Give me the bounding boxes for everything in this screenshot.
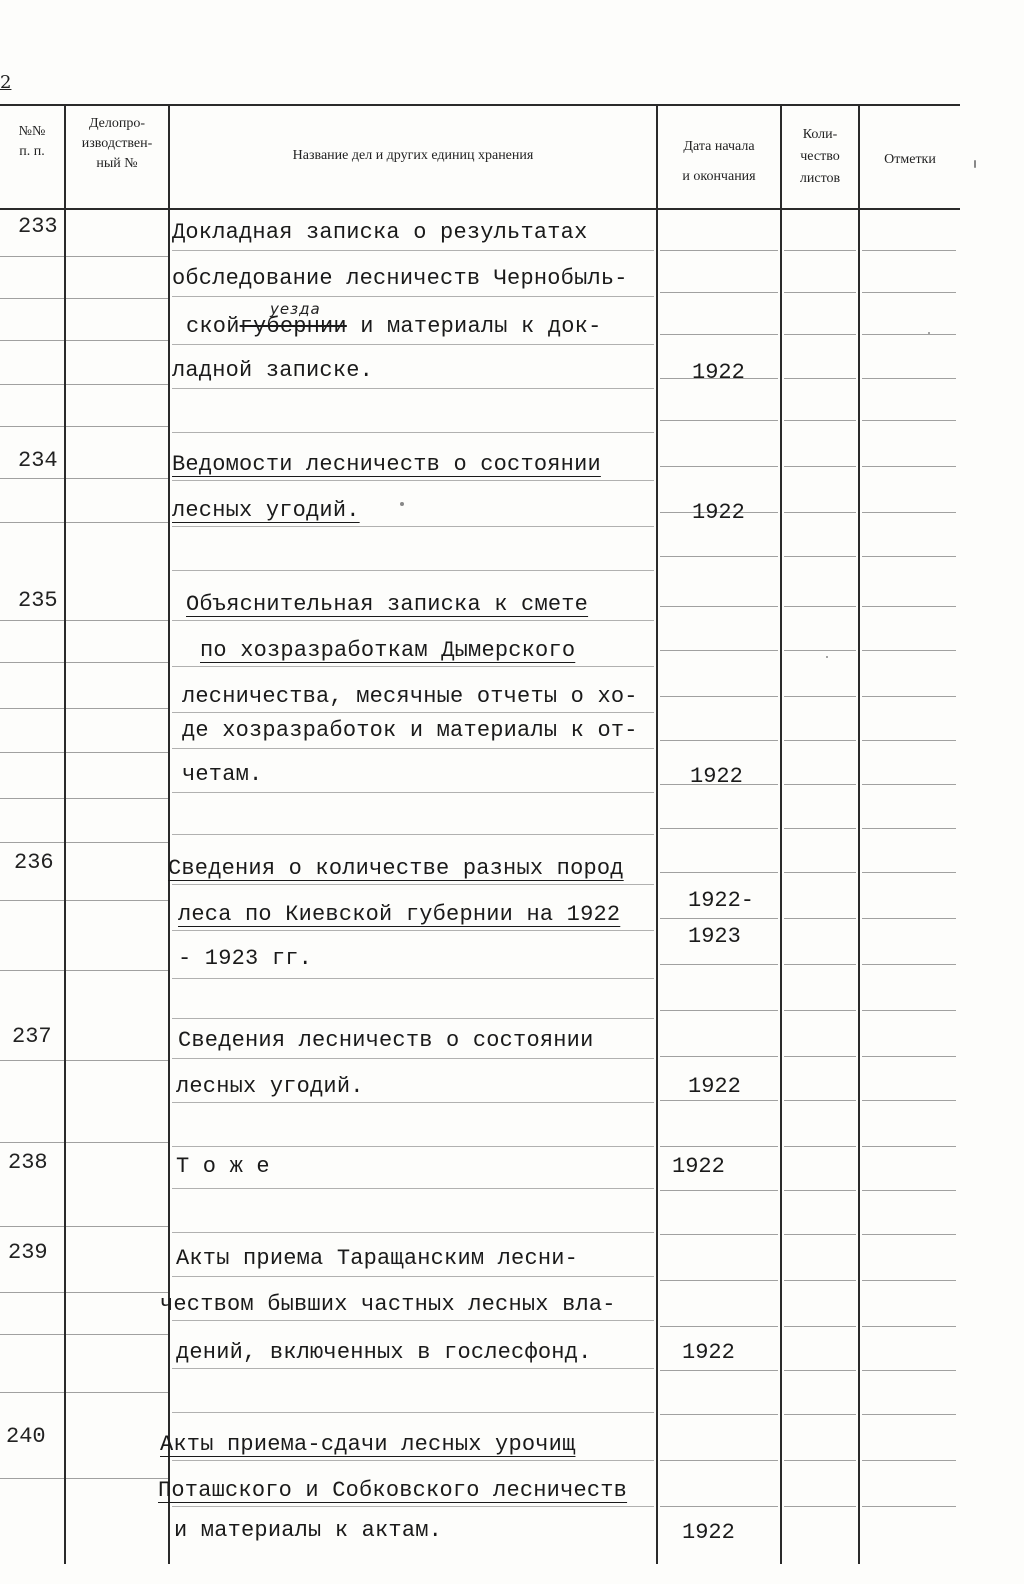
record-title-line: по хозразработкам Дымерского xyxy=(200,638,576,663)
ruled-line xyxy=(784,334,856,335)
ruled-line xyxy=(0,426,64,427)
ruled-line xyxy=(172,1320,654,1321)
ruled-line xyxy=(660,250,778,251)
ruled-line xyxy=(0,970,64,971)
record-title-line: Докладная записка о результатах xyxy=(172,220,588,245)
record-number: 235 xyxy=(18,588,58,613)
header-sheets: Коли- чество листов xyxy=(799,127,841,186)
ruled-line xyxy=(172,1232,654,1233)
ruled-line xyxy=(660,606,778,607)
column-divider xyxy=(780,104,782,1564)
ruled-line xyxy=(66,478,168,479)
record-date: 1922 xyxy=(688,1074,741,1099)
ruled-line xyxy=(784,1370,856,1371)
ruled-line xyxy=(660,292,778,293)
ruled-line xyxy=(862,1100,956,1101)
ruled-line xyxy=(172,792,654,793)
ruled-line xyxy=(0,478,64,479)
header-title: Название дел и других единиц хранения xyxy=(292,148,534,163)
ruled-line xyxy=(0,798,64,799)
ruled-line xyxy=(172,526,654,527)
record-number: 233 xyxy=(18,214,58,239)
record-title-line: и материалы к актам. xyxy=(174,1518,443,1543)
ruled-line xyxy=(862,378,956,379)
ruled-line xyxy=(784,250,856,251)
ruled-line xyxy=(0,1226,64,1227)
ruled-line xyxy=(66,298,168,299)
ruled-line xyxy=(172,570,654,571)
record-date: 1922 xyxy=(672,1154,725,1179)
ruled-line xyxy=(862,420,956,421)
table-top-rule xyxy=(0,104,960,106)
ruled-line xyxy=(784,828,856,829)
ruled-line xyxy=(862,1460,956,1461)
record-title-line: Объяснительная записка к смете xyxy=(186,592,589,617)
ruled-line xyxy=(862,650,956,651)
handwritten-correction: уезда xyxy=(270,300,321,318)
ruled-line xyxy=(784,784,856,785)
ruled-line xyxy=(862,556,956,557)
ruled-line xyxy=(172,480,654,481)
ruled-line xyxy=(660,964,778,965)
record-title-line: де хозразработок и материалы к от- xyxy=(182,718,638,743)
ruled-line xyxy=(660,1146,778,1147)
ruled-line xyxy=(0,1292,64,1293)
ruled-line xyxy=(862,872,956,873)
ruled-line xyxy=(784,466,856,467)
struck-word: губернии xyxy=(239,314,347,339)
ruled-line xyxy=(784,1460,856,1461)
ruled-line xyxy=(172,250,654,251)
record-title-line: леса по Киевской губернии на 1922 xyxy=(178,902,621,927)
record-title-line: Сведения лесничеств о состоянии xyxy=(178,1028,594,1053)
ruled-line xyxy=(784,918,856,919)
ruled-line xyxy=(784,1280,856,1281)
column-divider xyxy=(858,104,860,1564)
ruled-line xyxy=(862,250,956,251)
ruled-line xyxy=(66,1142,168,1143)
ruled-line xyxy=(66,708,168,709)
ruled-line xyxy=(660,1414,778,1415)
ruled-line xyxy=(172,344,654,345)
ruled-line xyxy=(66,384,168,385)
ruled-line xyxy=(0,298,64,299)
ruled-line xyxy=(0,340,64,341)
ruled-line xyxy=(172,884,654,885)
ruled-line xyxy=(172,666,654,667)
page-number: 2 xyxy=(0,72,12,93)
ruled-line xyxy=(0,708,64,709)
ruled-line xyxy=(784,740,856,741)
ruled-line xyxy=(862,740,956,741)
ruled-line xyxy=(66,798,168,799)
record-title-line: Сведения о количестве разных пород xyxy=(168,856,624,881)
ruled-line xyxy=(66,522,168,523)
ruled-line xyxy=(660,828,778,829)
ruled-line xyxy=(862,1010,956,1011)
ruled-line xyxy=(66,970,168,971)
ruled-line xyxy=(660,1010,778,1011)
record-title-line: скойгубернии и материалы к док- xyxy=(186,314,602,339)
ruled-line xyxy=(784,1234,856,1235)
ruled-line xyxy=(660,1370,778,1371)
record-date: 1922 xyxy=(682,1520,735,1545)
header-bottom-rule xyxy=(0,208,960,210)
ruled-line xyxy=(66,1292,168,1293)
ruled-line xyxy=(784,1056,856,1057)
ruled-line xyxy=(862,1056,956,1057)
ruled-line xyxy=(660,1326,778,1327)
ruled-line xyxy=(172,712,654,713)
ruled-line xyxy=(660,1190,778,1191)
record-number: 238 xyxy=(8,1150,48,1175)
ruled-line xyxy=(0,1334,64,1335)
ruled-line xyxy=(172,1460,654,1461)
ruled-line xyxy=(66,752,168,753)
ruled-line xyxy=(862,512,956,513)
ruled-line xyxy=(862,1190,956,1191)
ruled-line xyxy=(172,1146,654,1147)
ruled-line xyxy=(172,1506,654,1507)
record-number: 239 xyxy=(8,1240,48,1265)
scan-speck xyxy=(928,332,930,334)
ruled-line xyxy=(862,1414,956,1415)
ruled-line xyxy=(784,872,856,873)
column-divider xyxy=(168,104,170,1564)
ruled-line xyxy=(172,1018,654,1019)
ruled-line xyxy=(172,1368,654,1369)
ruled-line xyxy=(172,296,654,297)
record-title-line: Акты приема Таращанским лесни- xyxy=(176,1246,579,1271)
scan-speck xyxy=(974,160,976,168)
header-number: №№ п. п. xyxy=(18,124,46,159)
header-dates: Дата начала и окончания xyxy=(682,139,756,184)
record-title-line: Ведомости лесничеств о состоянии xyxy=(172,452,601,477)
ruled-line xyxy=(862,1234,956,1235)
record-title-line: Поташского и Собковского лесничеств xyxy=(158,1478,628,1503)
ruled-line xyxy=(784,292,856,293)
ruled-line xyxy=(172,1276,654,1277)
ruled-line xyxy=(66,1334,168,1335)
record-title-line: лесных угодий. xyxy=(176,1074,364,1099)
ruled-line xyxy=(172,978,654,979)
header-office-number: Делопро- изводствен- ный № xyxy=(81,116,153,171)
ruled-line xyxy=(660,420,778,421)
ruled-line xyxy=(660,740,778,741)
ruled-line xyxy=(172,1102,654,1103)
ruled-line xyxy=(784,378,856,379)
ruled-line xyxy=(0,522,64,523)
ruled-line xyxy=(862,1370,956,1371)
ruled-line xyxy=(0,1060,64,1061)
ruled-line xyxy=(66,662,168,663)
ruled-line xyxy=(784,606,856,607)
ruled-line xyxy=(784,1506,856,1507)
ruled-line xyxy=(660,556,778,557)
ruled-line xyxy=(862,784,956,785)
ruled-line xyxy=(784,964,856,965)
record-title-line: Акты приема-сдачи лесных урочищ xyxy=(160,1432,576,1457)
ruled-line xyxy=(66,1060,168,1061)
ruled-line xyxy=(66,1226,168,1227)
record-number: 237 xyxy=(12,1024,52,1049)
record-title-line: лесничества, месячные отчеты о хо- xyxy=(182,684,638,709)
ruled-line xyxy=(862,334,956,335)
ruled-line xyxy=(66,426,168,427)
ruled-line xyxy=(66,1478,168,1479)
header-notes: Отметки xyxy=(884,152,936,167)
record-title-line: чеством бывших частных лесных вла- xyxy=(160,1292,616,1317)
ruled-line xyxy=(0,842,64,843)
ruled-line xyxy=(0,662,64,663)
ruled-line xyxy=(66,1392,168,1393)
scan-speck xyxy=(400,502,404,506)
record-date: 1922 xyxy=(692,360,745,385)
ruled-line xyxy=(660,650,778,651)
ruled-line xyxy=(66,900,168,901)
ruled-line xyxy=(66,620,168,621)
record-number: 236 xyxy=(14,850,54,875)
scan-speck xyxy=(826,656,828,658)
record-date-start: 1922- xyxy=(688,888,755,913)
ruled-line xyxy=(660,466,778,467)
ruled-line xyxy=(862,964,956,965)
record-number: 240 xyxy=(6,1424,46,1449)
record-title-line: ладной записке. xyxy=(172,358,374,383)
ruled-line xyxy=(784,512,856,513)
ruled-line xyxy=(660,1056,778,1057)
ruled-line xyxy=(862,1506,956,1507)
ruled-line xyxy=(862,1280,956,1281)
ruled-line xyxy=(0,900,64,901)
record-date-end: 1923 xyxy=(688,924,741,949)
ruled-line xyxy=(172,930,654,931)
ruled-line xyxy=(784,1326,856,1327)
record-date: 1922 xyxy=(690,764,743,789)
ruled-line xyxy=(66,842,168,843)
ruled-line xyxy=(660,918,778,919)
column-divider xyxy=(656,104,658,1564)
ruled-line xyxy=(862,918,956,919)
record-date: 1922 xyxy=(692,500,745,525)
column-divider xyxy=(64,104,66,1564)
ruled-line xyxy=(660,696,778,697)
record-title-line: дений, включенных в гослесфонд. xyxy=(176,1340,592,1365)
ruled-line xyxy=(66,340,168,341)
ruled-line xyxy=(172,388,654,389)
ruled-line xyxy=(660,1506,778,1507)
ruled-line xyxy=(172,834,654,835)
ruled-line xyxy=(784,696,856,697)
ruled-line xyxy=(172,1058,654,1059)
record-title-line: четам. xyxy=(182,762,263,787)
ruled-line xyxy=(784,1190,856,1191)
record-title-line: - 1923 гг. xyxy=(178,946,313,971)
record-number: 234 xyxy=(18,448,58,473)
ruled-line xyxy=(784,1100,856,1101)
ruled-line xyxy=(784,650,856,651)
ruled-line xyxy=(0,1392,64,1393)
ruled-line xyxy=(172,620,654,621)
ruled-line xyxy=(862,696,956,697)
ruled-line xyxy=(0,256,64,257)
ruled-line xyxy=(784,1146,856,1147)
ruled-line xyxy=(862,292,956,293)
ruled-line xyxy=(660,1460,778,1461)
ruled-line xyxy=(660,1234,778,1235)
record-title-line: Т о ж е xyxy=(176,1154,270,1179)
ruled-line xyxy=(862,828,956,829)
ruled-line xyxy=(862,1326,956,1327)
ruled-line xyxy=(0,620,64,621)
ruled-line xyxy=(660,872,778,873)
ruled-line xyxy=(0,1142,64,1143)
ruled-line xyxy=(0,752,64,753)
ruled-line xyxy=(172,432,654,433)
ruled-line xyxy=(66,256,168,257)
record-title-line: обследование лесничеств Чернобыль- xyxy=(172,266,628,291)
record-title-line: лесных угодий. xyxy=(172,498,360,523)
ruled-line xyxy=(0,384,64,385)
ruled-line xyxy=(784,420,856,421)
ruled-line xyxy=(172,748,654,749)
ruled-line xyxy=(172,1188,654,1189)
ruled-line xyxy=(784,556,856,557)
ruled-line xyxy=(862,606,956,607)
ruled-line xyxy=(660,1280,778,1281)
ruled-line xyxy=(660,1100,778,1101)
ruled-line xyxy=(660,334,778,335)
ruled-line xyxy=(172,1412,654,1413)
ruled-line xyxy=(0,1478,64,1479)
record-date: 1922 xyxy=(682,1340,735,1365)
ruled-line xyxy=(784,1414,856,1415)
ruled-line xyxy=(862,1146,956,1147)
ruled-line xyxy=(784,1010,856,1011)
ruled-line xyxy=(862,466,956,467)
